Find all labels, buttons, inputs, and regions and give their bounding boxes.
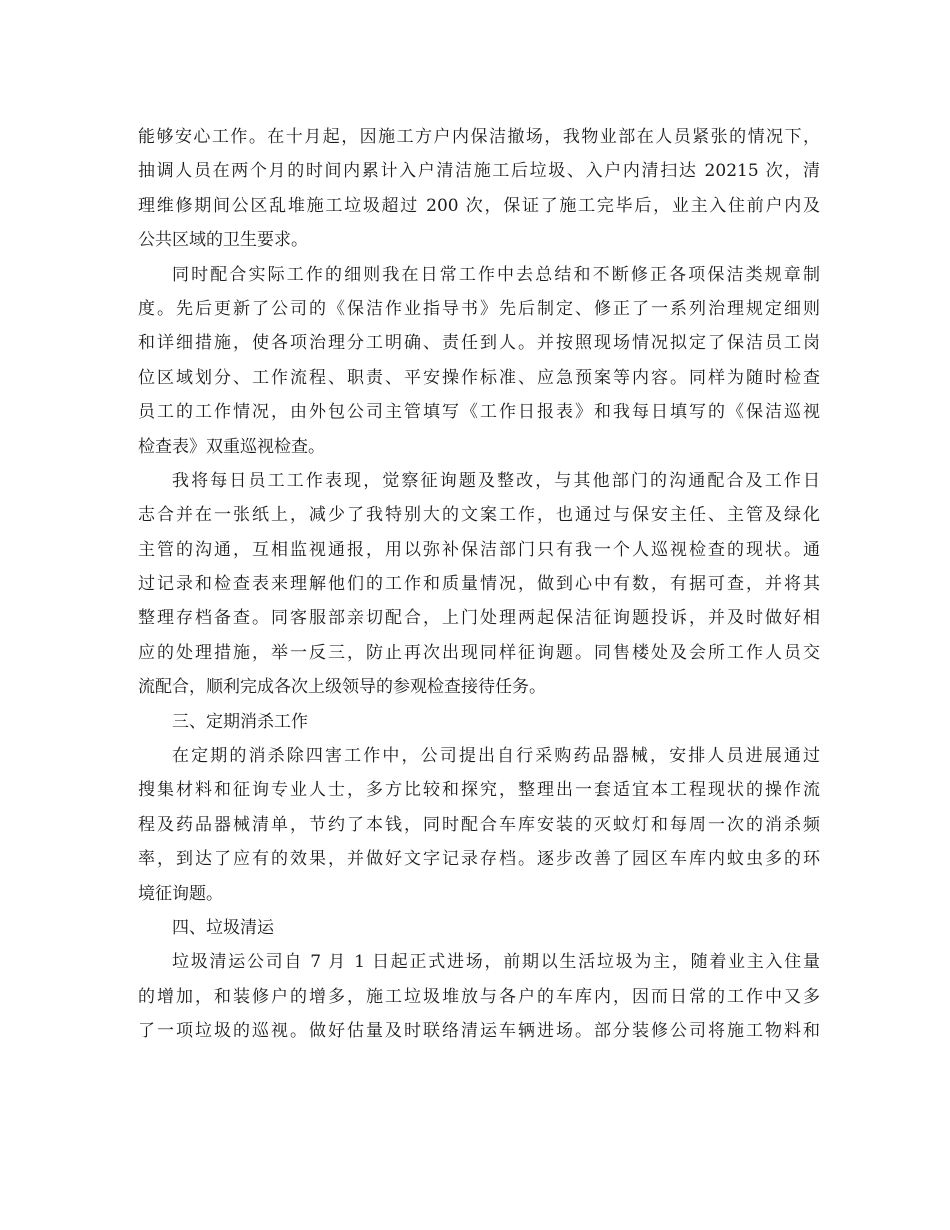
text-line: 志合并在一张纸上，减少了我特别大的文案工作，也通过与保安主任、主管及绿化: [138, 505, 820, 526]
text-line: 率，到达了应有的效果，并做好文字记录存档。逐步改善了园区车库内蚊虫多的环: [138, 849, 820, 870]
text-line: 位区域划分、工作流程、职责、平安操作标准、应急预案等内容。同样为随时检查: [138, 367, 820, 388]
text-line: 公共区域的卫生要求。: [138, 230, 308, 251]
text-line: 能够安心工作。在十月起，因施工方户内保洁撤场，我物业部在人员紧张的情况下，: [138, 127, 820, 147]
text-line: 三、定期消杀工作: [172, 711, 308, 732]
document-body: [138, 120, 820, 1049]
text-line: 理维修期间公区乱堆施工垃圾超过 200 次，保证了施工完毕后，业主入住前户内及: [138, 195, 820, 216]
text-line: 主管的沟通，互相监视通报，用以弥补保洁部门只有我一个人巡视检查的现状。通: [138, 539, 820, 560]
text-line: 垃圾清运公司自 7 月 1 日起正式进场，前期以生活垃圾为主，随着业主入住量: [172, 952, 820, 973]
text-line: 我将每日员工工作表现，觉察征询题及整改，与其他部门的沟通配合及工作日: [172, 470, 820, 491]
text-line: 在定期的消杀除四害工作中，公司提出自行采购药品器械，安排人员进展通过: [172, 746, 820, 767]
text-line: 应的处理措施，举一反三，防止再次出现同样征询题。同售楼处及会所工作人员交: [138, 642, 820, 663]
text-line: 了一项垃圾的巡视。做好估量及时联络清运车辆进场。部分装修公司将施工物料和: [138, 1021, 820, 1042]
text-line: 流配合，顺利完成各次上级领导的参观检查接待任务。: [138, 677, 546, 698]
text-line: 四、垃圾清运: [172, 917, 274, 938]
text-line: 境征询题。: [138, 883, 223, 904]
text-line: 程及药品器械清单，节约了本钱，同时配合车库安装的灭蚊灯和每周一次的消杀频: [138, 814, 820, 835]
text-line: 抽调人员在两个月的时间内累计入户清洁施工后垃圾、入户内清扫达 20215 次，清: [138, 161, 820, 182]
text-line: 的增加，和装修户的增多，施工垃圾堆放与各户的车库内，因而日常的工作中又多: [138, 986, 820, 1007]
text-line: 员工的工作情况，由外包公司主管填写《工作日报表》和我每日填写的《保洁巡视: [138, 402, 820, 423]
text-line: 和详细措施，使各项治理分工明确、责任到人。并按照现场情况拟定了保洁员工岗: [138, 333, 820, 354]
text-line: 同时配合实际工作的细则我在日常工作中去总结和不断修正各项保洁类规章制: [172, 264, 820, 285]
text-line: 整理存档备查。同客服部亲切配合，上门处理两起保洁征询题投诉，并及时做好相: [138, 608, 820, 629]
text-line: 检查表》双重巡视检查。: [138, 436, 325, 457]
text-line: 过记录和检查表来理解他们的工作和质量情况，做到心中有数，有据可查，并将其: [138, 574, 820, 595]
text-line: 度。先后更新了公司的《保洁作业指导书》先后制定、修正了一系列治理规定细则: [138, 298, 820, 319]
text-line: 搜集材料和征询专业人士，多方比较和探究，整理出一套适宜本工程现状的操作流: [138, 780, 820, 801]
